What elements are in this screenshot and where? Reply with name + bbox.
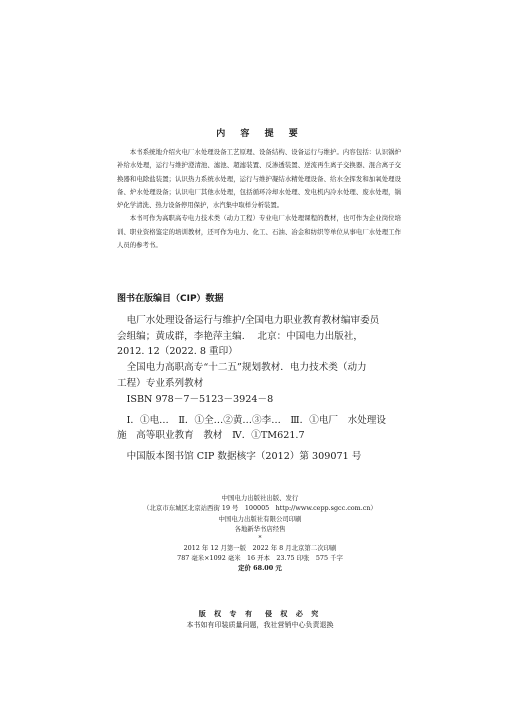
summary-title: 内 容 提 要 (216, 129, 304, 139)
cip-heading: 图书在版编目（CIP）数据 (117, 294, 224, 304)
rights-notice: 本书如有印装质量问题，我社营销中心负责退换 (186, 621, 334, 629)
format-info: 787 毫米×1092 毫米 16 开本 23.75 印张 575 千字 (177, 554, 343, 563)
cip-line: 2012. 12（2022. 8 重印） (117, 346, 238, 358)
cip-line: 工程）专业系列教材 (117, 377, 204, 389)
cip-line: 会组编；黄成群，李艳萍主编. 北京：中国电力出版社， (117, 330, 363, 342)
printer: 中国电力出版社有限公司印刷 (218, 514, 302, 523)
cip-line: Ⅰ．①电… Ⅱ．①全…②黄…③李… Ⅲ．①电厂 水处理设 (126, 414, 386, 426)
cip-block (117, 292, 407, 465)
distribution: 各地新华书店经售 (234, 525, 286, 534)
isbn: ISBN 978－7－5123－3924－8 (126, 393, 274, 405)
cip-number: 中国版本图书馆 CIP 数据核字（2012）第 309071 号 (126, 451, 362, 463)
rights-title: 版 权 专 有 侵 权 必 究 (198, 610, 322, 618)
summary-paragraph: 本书系统地介绍火电厂水处理设备工艺原理、设备结构、设备运行与维护。内容包括：认识锅炉补给水处理，运行与维护澄清池、滤池、超滤装置、反渗透装置、逆流再生离子交换器、混合离子交换器和电除盐装置；认识热力系统水处理，运行与维护凝结水精处理设备、给水全挥发和加氧处理设备、炉水处理设备；认识电厂其他水处理，包括循环冷却水处理、发电机内冷水处理、废水处理，锅炉化学清洗、热力设备停用保护，水汽集中取样分析装置。 (117, 148, 401, 210)
rights-block (0, 609, 520, 631)
publisher: 中国电力出版社出版、发行 (221, 494, 299, 502)
summary-text (117, 146, 401, 252)
edition-info: 2012 年 12 月第一版 2022 年 8 月北京第二次印刷 (183, 543, 337, 552)
separator-mark: * (258, 534, 262, 542)
cip-line: 全国电力高职高专“十二五”规划教材．电力技术类（动力 (126, 362, 367, 374)
cip-line: 施 高等职业教育 教材 Ⅳ．①TM621.7 (117, 430, 305, 442)
price: 定价 68.00 元 (238, 564, 282, 573)
publication-info (0, 493, 520, 574)
summary-paragraph: 本书可作为高职高专电力技术类（动力工程）专业电厂水处理课程的教材，也可作为企业岗位培训、职业资格鉴定的培训教材，还可作为电力、化工、石油、冶金和纺织等单位从事电厂水处理工作人员的参考书。 (117, 214, 401, 250)
publisher-address: （北京市东城区北京站西街 19 号 100005 http://www.cepp.sgcc.com.cn） (143, 504, 377, 513)
cip-line: 电厂水处理设备运行与维护/全国电力职业教育教材编审委员 (126, 314, 380, 326)
